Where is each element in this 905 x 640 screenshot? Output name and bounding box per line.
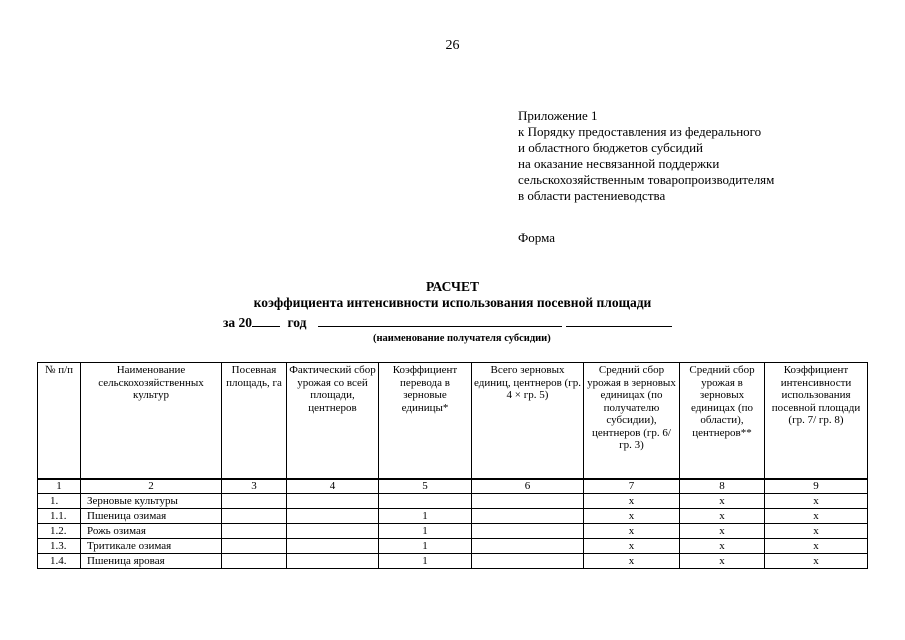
table-cell <box>287 494 379 509</box>
row-number: 1.1. <box>38 509 81 524</box>
crop-name: Рожь озимая <box>81 524 222 539</box>
table-row <box>38 539 868 554</box>
appendix-line: Приложение 1 <box>518 108 598 123</box>
crop-name: Пшеница яровая <box>81 554 222 569</box>
column-number: 8 <box>680 479 765 494</box>
table-cell: x <box>584 539 680 554</box>
document-title: РАСЧЕТ <box>426 279 479 294</box>
table-cell: x <box>584 554 680 569</box>
form-label: Форма <box>518 230 555 245</box>
calculation-table <box>37 362 868 569</box>
table-cell: 1 <box>379 509 472 524</box>
column-number-row <box>38 479 868 494</box>
header-cell: Коэффициент интенсивности использования посевной площади (гр. 7/ гр. 8) <box>765 363 868 480</box>
table-cell <box>472 509 584 524</box>
table-cell: x <box>680 554 765 569</box>
year-prefix: за 20 <box>223 315 253 330</box>
year-recipient-line <box>223 314 672 331</box>
table-cell <box>472 539 584 554</box>
row-number: 1.4. <box>38 554 81 569</box>
header-cell: Всего зерновых единиц, центнеров (гр. 4 × гр. 5) <box>472 363 584 480</box>
crop-name: Зерновые культуры <box>81 494 222 509</box>
table-header-row <box>38 363 868 480</box>
column-number: 1 <box>38 479 81 494</box>
table-cell <box>222 539 287 554</box>
recipient-blank <box>318 314 562 327</box>
header-cell: № п/п <box>38 363 81 480</box>
crop-name: Тритикале озимая <box>81 539 222 554</box>
table-row <box>38 554 868 569</box>
table-cell: x <box>584 524 680 539</box>
recipient-caption: (наименование получателя субсидии) <box>373 333 551 344</box>
header-cell: Средний сбор урожая в зерновых единицах (по области), центнеров** <box>680 363 765 480</box>
header-cell: Фактический сбор урожая со всей площади, центнеров <box>287 363 379 480</box>
header-cell: Средний сбор урожая в зерновых единицах (по получателю субсидии), центнеров (гр. 6/ гр. 3) <box>584 363 680 480</box>
table-cell: x <box>765 554 868 569</box>
year-blank <box>252 314 280 327</box>
column-number: 4 <box>287 479 379 494</box>
table-cell <box>472 494 584 509</box>
appendix-line: сельскохозяйственным товаропроизводителям <box>518 172 775 187</box>
column-number: 3 <box>222 479 287 494</box>
appendix-line: и областного бюджетов субсидий <box>518 140 703 155</box>
appendix-line: к Порядку предоставления из федерального <box>518 124 762 139</box>
table-cell: x <box>765 539 868 554</box>
table-cell <box>222 509 287 524</box>
column-number: 5 <box>379 479 472 494</box>
table-cell <box>287 509 379 524</box>
table-cell: 1 <box>379 554 472 569</box>
appendix-line: в области растениеводства <box>518 188 666 203</box>
column-number: 9 <box>765 479 868 494</box>
row-number: 1.2. <box>38 524 81 539</box>
row-number: 1. <box>38 494 81 509</box>
table-cell: x <box>680 494 765 509</box>
crop-name: Пшеница озимая <box>81 509 222 524</box>
appendix-block <box>518 108 774 204</box>
table-cell <box>472 524 584 539</box>
column-number: 7 <box>584 479 680 494</box>
table-cell <box>287 554 379 569</box>
table-cell <box>222 554 287 569</box>
header-cell: Коэффициент перевода в зерновые единицы* <box>379 363 472 480</box>
appendix-line: на оказание несвязанной поддержки <box>518 156 720 171</box>
table-cell: 1 <box>379 539 472 554</box>
table-cell: x <box>584 494 680 509</box>
table-cell <box>287 524 379 539</box>
table-cell: x <box>765 509 868 524</box>
page-number: 26 <box>445 38 460 53</box>
table-cell: x <box>765 494 868 509</box>
table-cell <box>287 539 379 554</box>
table-cell: 1 <box>379 524 472 539</box>
table-cell: x <box>680 539 765 554</box>
table-row <box>38 524 868 539</box>
recipient-blank-extra <box>566 314 672 327</box>
header-cell: Посевная площадь, га <box>222 363 287 480</box>
header-cell: Наименование сельскохозяйственных культур <box>81 363 222 480</box>
table-cell <box>222 494 287 509</box>
table-cell: x <box>680 509 765 524</box>
table-cell: x <box>584 509 680 524</box>
column-number: 2 <box>81 479 222 494</box>
table-cell <box>379 494 472 509</box>
table-row <box>38 494 868 509</box>
column-number: 6 <box>472 479 584 494</box>
row-number: 1.3. <box>38 539 81 554</box>
table-cell: x <box>680 524 765 539</box>
table-cell <box>222 524 287 539</box>
table-cell: x <box>765 524 868 539</box>
table-cell <box>472 554 584 569</box>
document-subtitle: коэффициента интенсивности использования посевной площади <box>253 295 652 310</box>
year-word: год <box>287 315 307 330</box>
table-row <box>38 509 868 524</box>
